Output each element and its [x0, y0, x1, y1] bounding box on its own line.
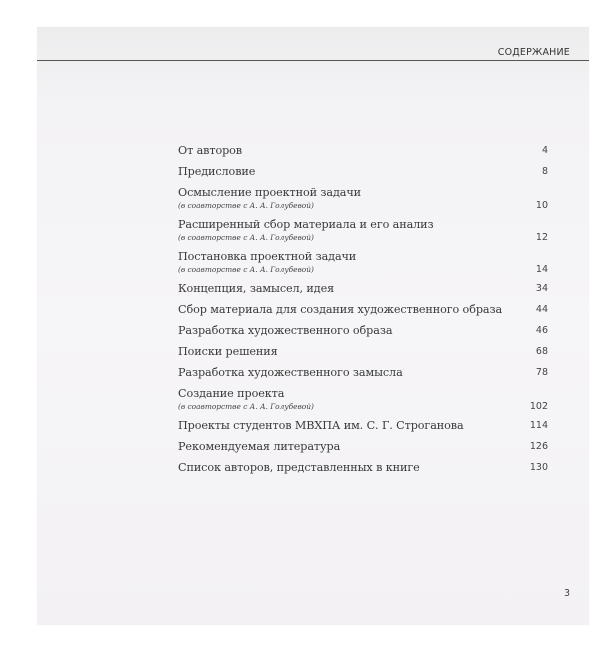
- table-of-contents: [178, 144, 548, 482]
- toc-coauthor-note: (в соавторстве с А. А. Голубевой): [178, 265, 314, 274]
- toc-entry: [178, 419, 548, 433]
- toc-coauthor-note: (в соавторстве с А. А. Голубевой): [178, 402, 314, 411]
- toc-entry: [178, 366, 548, 380]
- toc-entry: [178, 440, 548, 454]
- toc-page-number: 8: [541, 166, 548, 177]
- page-number: 3: [563, 588, 570, 599]
- toc-page-number: 78: [535, 367, 548, 378]
- toc-title: Осмысление проектной задачи: [178, 186, 361, 199]
- toc-page-number: 114: [529, 420, 548, 431]
- toc-title: Поиски решения: [178, 345, 278, 358]
- toc-entry: [178, 461, 548, 475]
- toc-entry: [178, 186, 548, 211]
- toc-entry: [178, 144, 548, 158]
- toc-page-number: 126: [529, 441, 548, 452]
- toc-title: От авторов: [178, 144, 243, 157]
- toc-page-number: 14: [535, 264, 548, 275]
- toc-title: Концепция, замысел, идея: [178, 282, 335, 295]
- running-head: СОДЕРЖАНИЕ: [497, 47, 570, 58]
- toc-entry: [178, 345, 548, 359]
- toc-entry: [178, 250, 548, 275]
- toc-page-number: 10: [535, 200, 548, 211]
- toc-entry: [178, 387, 548, 412]
- toc-coauthor-note: (в соавторстве с А. А. Голубевой): [178, 201, 314, 210]
- toc-coauthor-note: (в соавторстве с А. А. Голубевой): [178, 233, 314, 242]
- toc-title: Предисловие: [178, 165, 256, 178]
- toc-page-number: 44: [535, 304, 548, 315]
- toc-title: Постановка проектной задачи: [178, 250, 357, 263]
- toc-page-number: 4: [541, 145, 548, 156]
- toc-page-number: 34: [535, 283, 548, 294]
- toc-page-number: 102: [529, 401, 548, 412]
- toc-title: Проекты студентов МВХПА им. С. Г. Строганова: [178, 419, 464, 432]
- toc-page-number: 68: [535, 346, 548, 357]
- toc-entry: [178, 303, 548, 317]
- toc-title: Разработка художественного образа: [178, 324, 393, 337]
- toc-entry: [178, 324, 548, 338]
- toc-entry: [178, 282, 548, 296]
- toc-entry: [178, 165, 548, 179]
- toc-page-number: 12: [535, 232, 548, 243]
- toc-page-number: 130: [529, 462, 548, 473]
- toc-title: Сбор материала для создания художественного образа: [178, 303, 503, 316]
- toc-title: Разработка художественного замысла: [178, 366, 403, 379]
- book-page: [37, 27, 589, 625]
- toc-page-number: 46: [535, 325, 548, 336]
- toc-title: Создание проекта: [178, 387, 285, 400]
- toc-title: Расширенный сбор материала и его анализ: [178, 218, 434, 231]
- toc-entry: [178, 218, 548, 243]
- toc-title: Список авторов, представленных в книге: [178, 461, 420, 474]
- header-rule: [37, 60, 589, 61]
- toc-title: Рекомендуемая литература: [178, 440, 341, 453]
